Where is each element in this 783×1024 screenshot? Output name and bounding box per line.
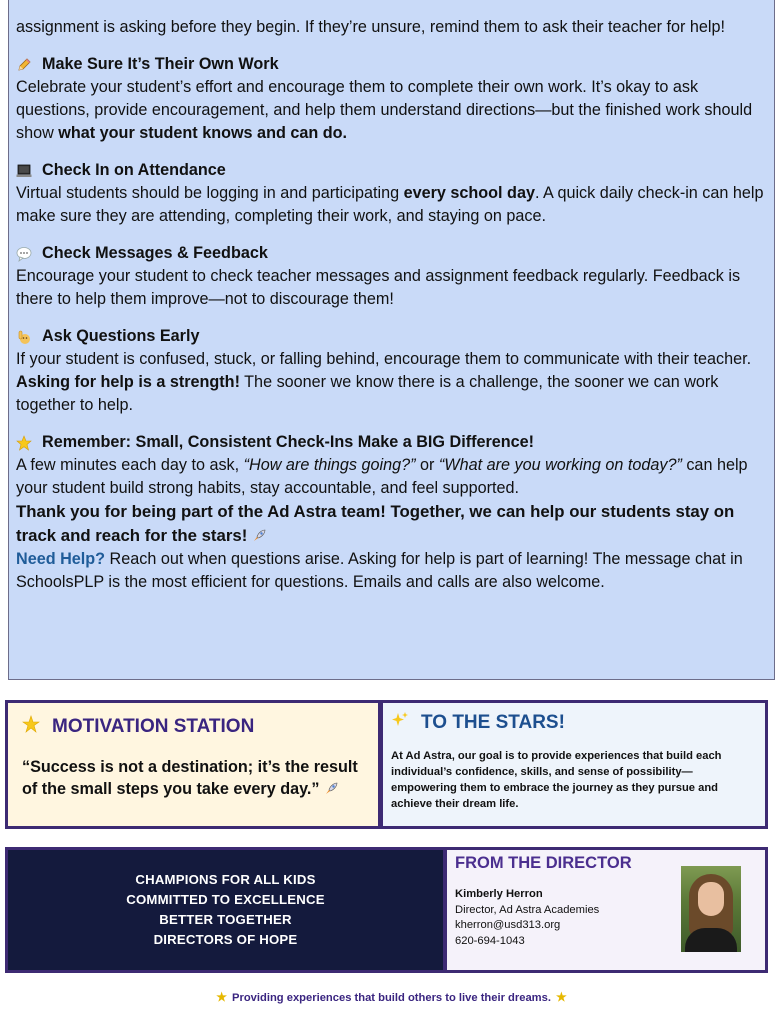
pencil-icon xyxy=(16,57,32,73)
intro-text: assignment is asking before they begin. If they’re unsure, remind them to ask their teacher for help! xyxy=(16,18,726,36)
section-title: Ask Questions Early xyxy=(42,327,200,345)
laptop-icon xyxy=(16,163,32,179)
stars-title: TO THE STARS! xyxy=(421,711,565,733)
section-body: Encourage your student to check teacher messages and assignment feedback regularly. Feedback is there to help them improve—not to discourage them! xyxy=(16,267,741,308)
director-phone[interactable]: 620-694-1043 xyxy=(455,934,525,947)
section-questions xyxy=(16,325,764,417)
thanks-message: Thank you for being part of the Ad Astra team! Together, we can help our students stay on track and reach for the stars! xyxy=(16,502,735,545)
section-body: Virtual students should be logging in and participating every school day. A quick daily check-in can help make sure they are attending, completing their work, and staying on pace. xyxy=(16,184,764,225)
main-content-box xyxy=(8,0,775,680)
speech-bubble-icon xyxy=(16,246,32,262)
section-title: Check In on Attendance xyxy=(42,161,226,179)
motivation-station-panel xyxy=(5,700,381,829)
sparkles-icon xyxy=(391,711,409,734)
star-icon xyxy=(16,435,32,451)
director-name: Kimberly Herron xyxy=(455,888,543,900)
director-title: FROM THE DIRECTOR xyxy=(455,854,632,872)
section-body: If your student is confused, stuck, or falling behind, encourage them to communicate with their teacher. Asking for help is a strength! The sooner we know there is a challenge, the sooner we can work together to help. xyxy=(16,350,752,414)
star-icon: ★ xyxy=(555,990,567,1004)
section-body: Celebrate your student’s effort and encourage them to complete their own work. It’s okay to ask questions, provide encouragement, and help them understand directions—but the finished work should show what your student knows and can do. xyxy=(16,78,753,142)
champions-line: COMMITTED TO EXCELLENCE xyxy=(126,892,325,907)
champions-line: BETTER TOGETHER xyxy=(159,912,292,927)
section-messages xyxy=(16,242,764,311)
to-the-stars-panel xyxy=(381,700,768,829)
raised-hand-icon xyxy=(16,329,32,345)
director-email[interactable]: kherron@usd313.org xyxy=(455,919,561,931)
champions-line: DIRECTORS OF HOPE xyxy=(153,932,298,947)
section-remember xyxy=(16,431,764,500)
rocket-icon xyxy=(324,780,340,798)
footer-tagline: ★ Providing experiences that build others to live their dreams. ★ xyxy=(216,990,567,1004)
section-title: Remember: Small, Consistent Check-Ins Make a BIG Difference! xyxy=(42,433,535,451)
glowing-star-icon xyxy=(22,715,40,738)
stars-text: At Ad Astra, our goal is to provide experiences that build each individual’s confidence, skills, and sense of possibility—empowering them to embrace the journey as they pursue and achieve their dream life. xyxy=(391,750,722,810)
motivation-quote: “Success is not a destination; it’s the result of the small steps you take every day.” xyxy=(22,758,358,798)
champions-panel xyxy=(5,847,446,973)
section-attendance xyxy=(16,159,764,228)
section-title: Make Sure It’s Their Own Work xyxy=(42,55,279,73)
star-icon: ★ xyxy=(216,990,228,1004)
rocket-icon xyxy=(252,526,268,545)
director-role: Director, Ad Astra Academies xyxy=(455,903,600,916)
champions-line: CHAMPIONS FOR ALL KIDS xyxy=(135,872,316,887)
director-photo xyxy=(681,866,741,952)
section-own-work xyxy=(16,53,764,145)
motivation-title: MOTIVATION STATION xyxy=(52,715,255,737)
section-title: Check Messages & Feedback xyxy=(42,244,268,262)
director-panel xyxy=(444,847,768,973)
section-body: A few minutes each day to ask, “How are things going?” or “What are you working on today?” can help your student build strong habits, stay accountable, and feel supported. xyxy=(16,456,748,497)
need-help-text: Need Help? Reach out when questions arise. Asking for help is part of learning! The message chat in SchoolsPLP is the most efficient for questions. Emails and calls are also welcome. xyxy=(16,550,743,591)
